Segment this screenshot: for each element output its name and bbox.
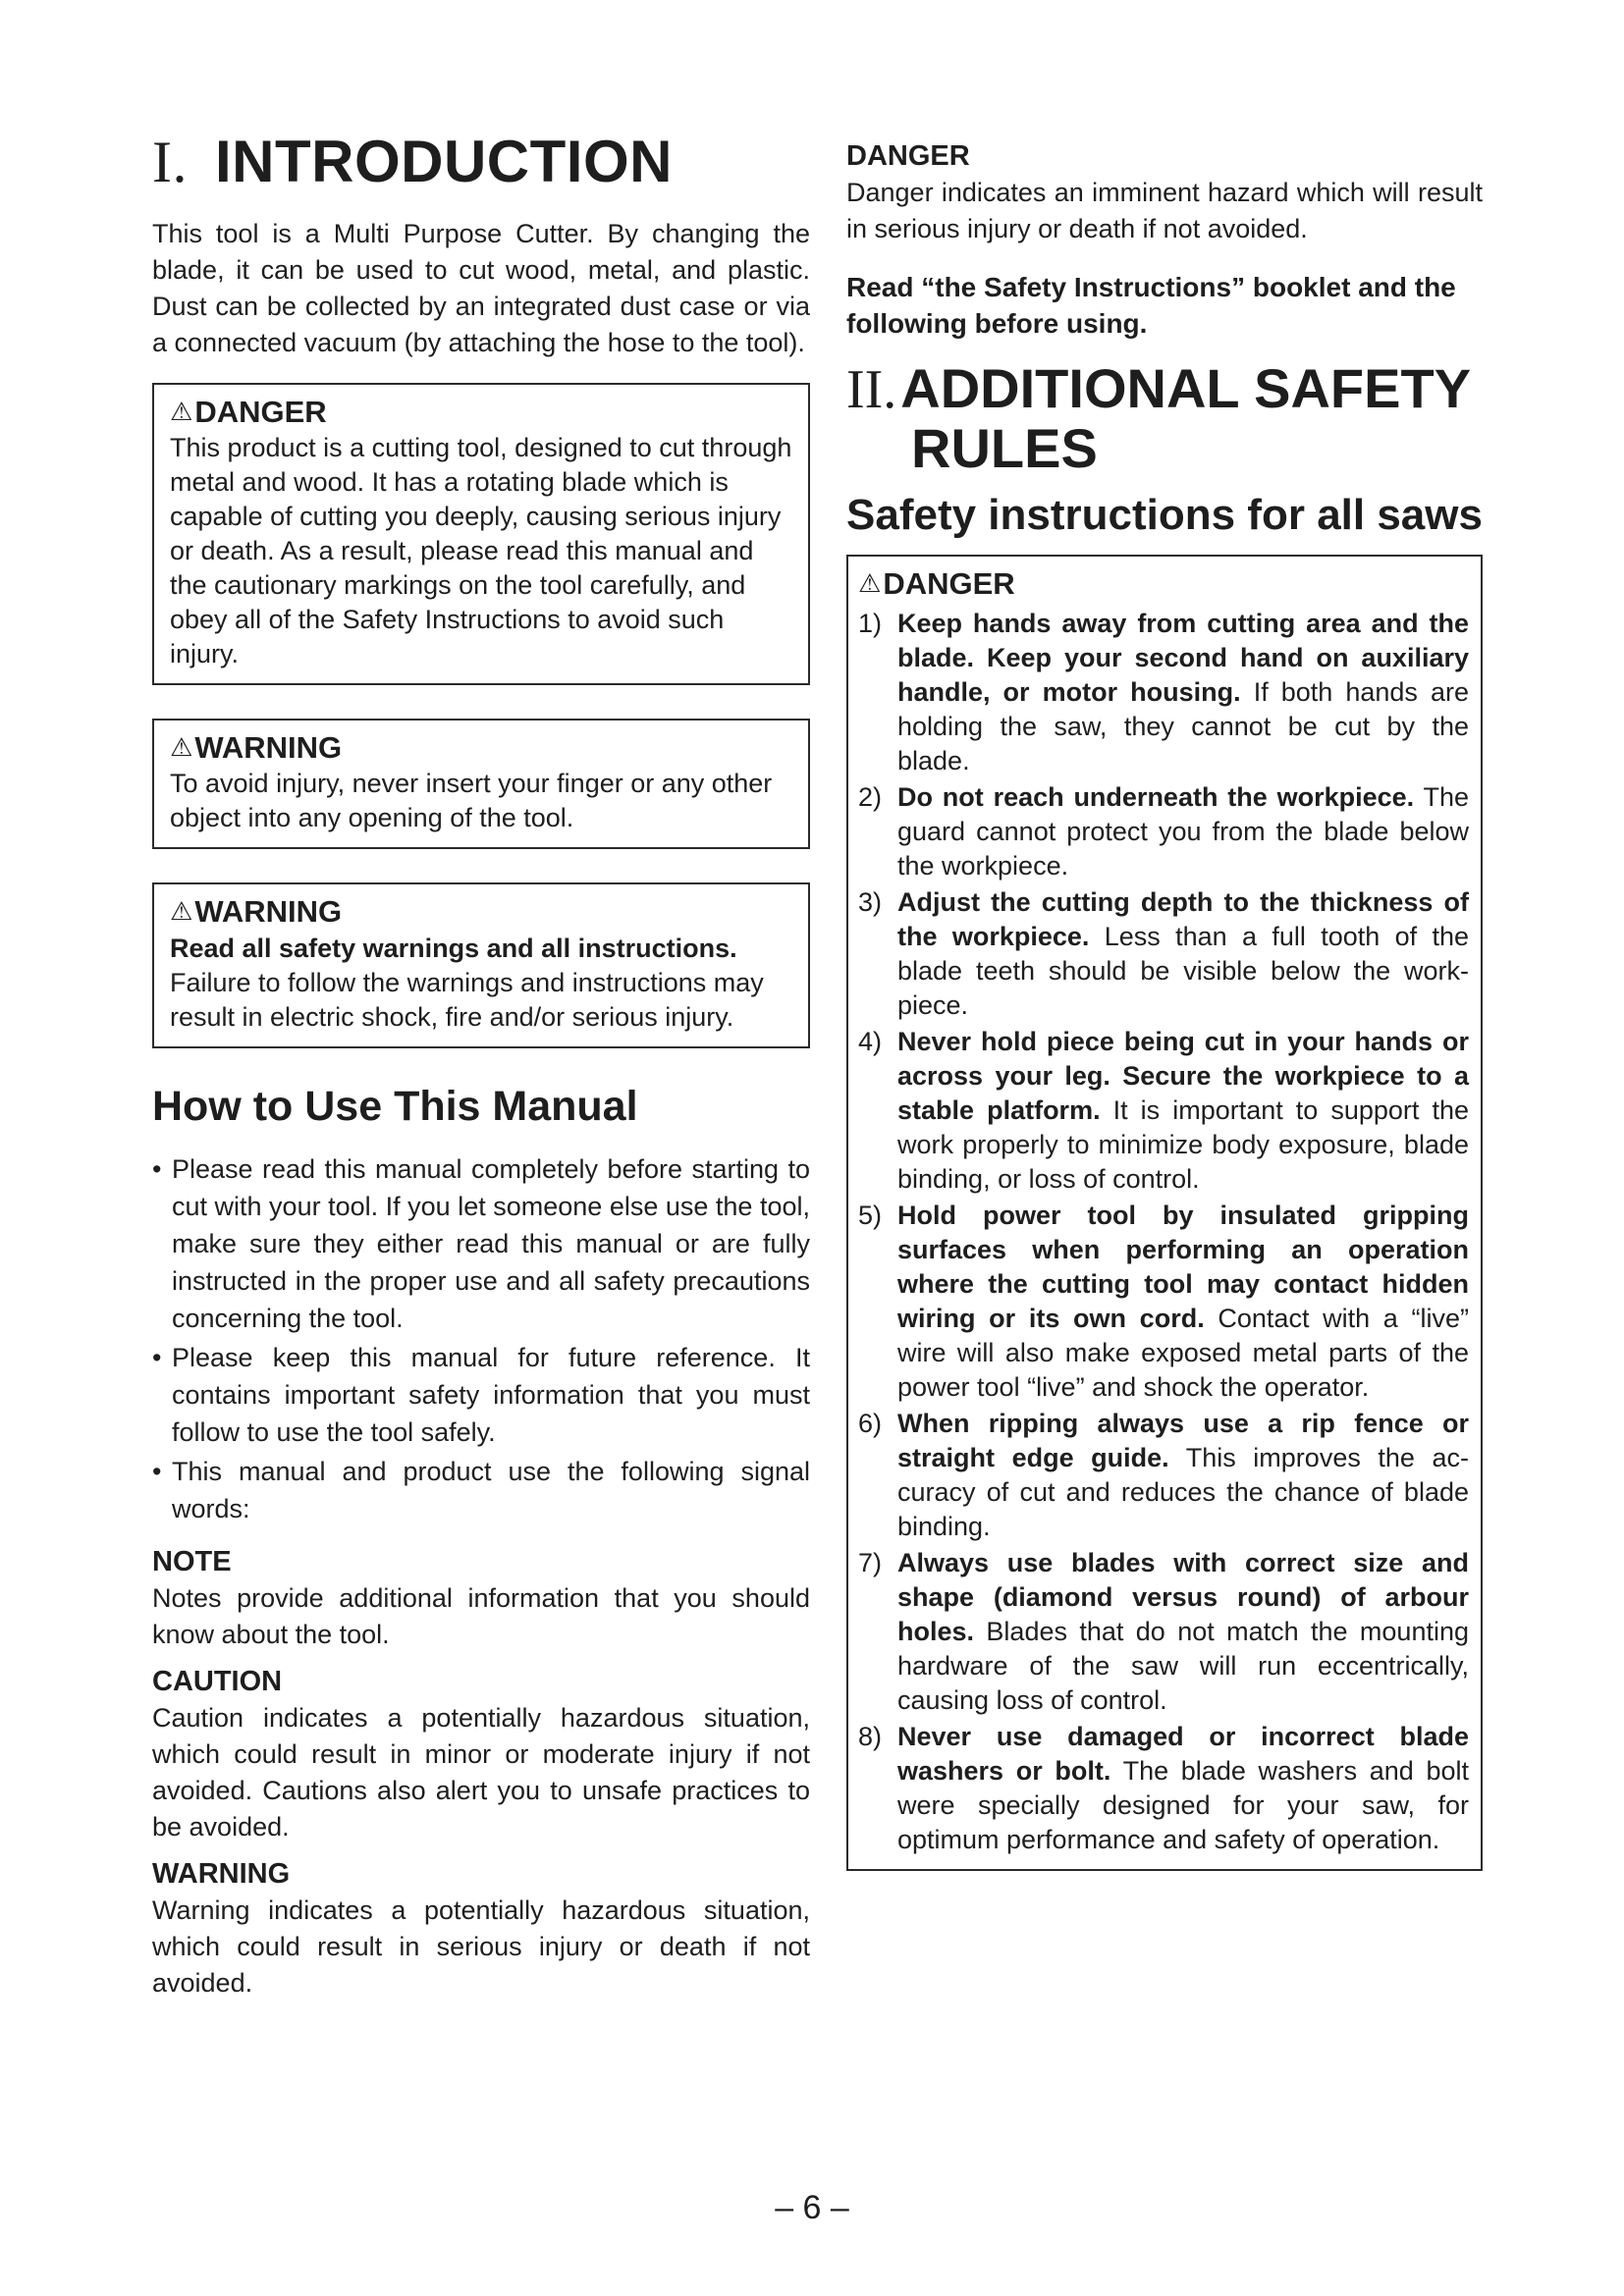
- rule-text: The guard cannot protect you from the blade below the workpiece.: [897, 782, 1469, 881]
- warning-box-2-text: Failure to follow the warnings and instructions may result in electric shock, fire and/or serious injury.: [170, 968, 764, 1032]
- saw-danger-box-title: [858, 564, 1469, 603]
- rule-bold: Adjust the cutting depth to the thickness of the workpiece.: [897, 887, 1469, 952]
- warning-heading: WARNING: [152, 1857, 291, 1890]
- danger-box-title-text: DANGER: [194, 395, 327, 429]
- rule-number: 2): [858, 782, 883, 813]
- rule-number: 6): [858, 1409, 883, 1439]
- rule-number: 1): [858, 609, 883, 639]
- manual-bullet-list: [152, 1150, 810, 1527]
- rule-number: 8): [858, 1722, 883, 1752]
- list-item: [858, 1720, 1469, 1857]
- warning-box-1-title-text: WARNING: [194, 730, 343, 765]
- list-item: [858, 885, 1469, 1023]
- additional-safety-title-line1: ADDITIONAL SAFETY: [900, 357, 1472, 419]
- introduction-paragraph: This tool is a Multi Purpose Cutter. By changing the blade, it can be used to cut wood, metal, and plastic. Dust can be collected by an integrated dust case or via a connected vacuum (by attaching the hose to the tool).: [152, 219, 810, 357]
- left-column: [152, 130, 810, 2011]
- list-item: • Please keep this manual for future reference. It contains important safety information that you must follow to use the tool safely.: [152, 1339, 810, 1451]
- warning-box-2-bold: Read all safety warnings and all instructions.: [170, 934, 737, 963]
- how-to-use-heading: How to Use This Manual: [152, 1083, 638, 1130]
- additional-safety-title-line2: RULES: [911, 417, 1098, 480]
- page-number: – 6 –: [775, 2189, 849, 2226]
- warning-box-2-title: [170, 892, 796, 931]
- warning-box-1-title: [170, 728, 796, 767]
- introduction-title: INTRODUCTION: [214, 129, 673, 194]
- rule-number: 7): [858, 1548, 883, 1578]
- rule-bold: Never use damaged or incorrect blade washers or bolt.: [897, 1722, 1469, 1787]
- additional-safety-heading: [846, 359, 1483, 479]
- rule-bold: Never hold piece being cut in your hands or across your leg. Secure the workpiece to a stable platform.: [897, 1027, 1469, 1126]
- warning-text: Warning indicates a potentially hazardous situation, which could result in serious injury or death if not avoided.: [152, 1895, 810, 1998]
- warning-box-2-title-text: WARNING: [194, 894, 343, 929]
- safety-rules-list: [858, 607, 1469, 1857]
- rule-bold: Do not reach underneath the workpiece.: [897, 782, 1415, 813]
- danger-heading: DANGER: [846, 140, 970, 172]
- rule-text: It is important to support the work properly to minimize body exposure, blade binding, or loss of control.: [897, 1095, 1469, 1195]
- rule-text: If both hands are holding the saw, they cannot be cut by the blade.: [897, 677, 1469, 776]
- list-item: • This manual and product use the following signal words:: [152, 1453, 810, 1527]
- read-instructions-note: Read “the Safety Instructions” booklet and the following before using.: [846, 272, 1456, 339]
- danger-box-title: [170, 393, 796, 431]
- rule-text: Less than a full tooth of the blade teeth should be visible below the work-piece.: [897, 922, 1469, 1021]
- rule-bold: Keep hands away from cutting area and the blade. Keep your second hand on auxiliary handle, or motor housing.: [897, 609, 1469, 708]
- right-column: [846, 137, 1483, 1871]
- list-item: [858, 1546, 1469, 1718]
- rule-text: The blade washers and bolt were specially designed for your saw, for optimum performance and safety of operation.: [897, 1756, 1469, 1855]
- saw-danger-box-title-text: DANGER: [883, 566, 1015, 602]
- note-text: Notes provide additional information that you should know about the tool.: [152, 1582, 810, 1649]
- rule-text: This improves the ac-curacy of cut and reduces the chance of blade binding.: [897, 1443, 1469, 1542]
- warning-box-1-text: To avoid injury, never insert your finger or any other object into any opening of the tool.: [170, 769, 773, 832]
- warning-triangle-icon: ⚠: [170, 732, 193, 762]
- list-item: [858, 1199, 1469, 1405]
- rule-bold: When ripping always use a rip fence or straight edge guide.: [897, 1409, 1469, 1473]
- rule-text: Contact with a “live” wire will also make exposed metal parts of the power tool “live” and shock the operator.: [897, 1304, 1469, 1403]
- warning-box-1: [152, 719, 810, 849]
- introduction-heading: [152, 130, 810, 194]
- danger-box-text: This product is a cutting tool, designed to cut through metal and wood. It has a rotating blade which is capable of cutting you deeply, causing serious injury or death. As a result, please read this manual and the cautionary markings on the tool carefully, and obey all of the Safety Instructions to avoid such injury.: [170, 433, 792, 668]
- caution-heading: CAUTION: [152, 1665, 283, 1697]
- list-item: [858, 607, 1469, 778]
- section-roman-numeral: I.: [152, 130, 188, 194]
- rule-text: Blades that do not match the mounting hardware of the saw will run eccentrically, causing loss of control.: [897, 1617, 1469, 1716]
- safety-subtitle: Safety instructions for all saws: [846, 490, 1483, 539]
- list-item: • Please read this manual completely before starting to cut with your tool. If you let someone else use the tool, make sure they either read this manual or are fully instructed in the proper use and all safety precautions concerning the tool.: [152, 1150, 810, 1337]
- warning-triangle-icon: ⚠: [858, 568, 882, 599]
- danger-text: Danger indicates an imminent hazard which will result in serious injury or death if not avoided.: [846, 178, 1483, 243]
- saw-danger-box: [846, 555, 1483, 1871]
- rule-number: 3): [858, 887, 883, 918]
- warning-box-2: [152, 882, 810, 1048]
- list-item: [858, 1407, 1469, 1544]
- note-heading: NOTE: [152, 1545, 232, 1577]
- section-roman-numeral: II.: [846, 359, 897, 420]
- warning-triangle-icon: ⚠: [170, 397, 193, 426]
- list-item: [858, 780, 1469, 883]
- list-item: [858, 1025, 1469, 1197]
- rule-number: 4): [858, 1027, 883, 1057]
- rule-bold: Hold power tool by insulated gripping surfaces when performing an operation where the cutting tool may contact hidden wiring or its own cord.: [897, 1201, 1469, 1334]
- danger-box: [152, 383, 810, 685]
- caution-text: Caution indicates a potentially hazardous situation, which could result in minor or moderate injury if not avoided. Cautions also alert you to unsafe practices to be avoided.: [152, 1702, 810, 1842]
- rule-bold: Always use blades with correct size and shape (diamond versus round) of arbour holes.: [897, 1548, 1469, 1647]
- warning-triangle-icon: ⚠: [170, 896, 193, 926]
- rule-number: 5): [858, 1201, 883, 1231]
